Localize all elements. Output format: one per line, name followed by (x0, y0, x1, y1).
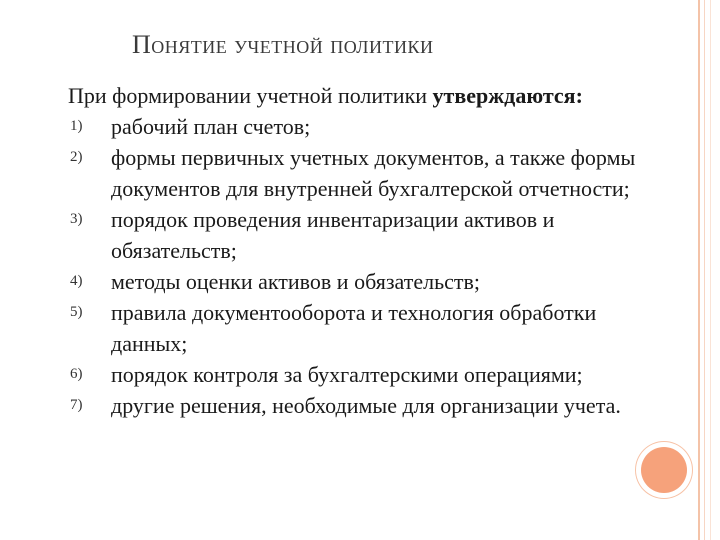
list-item-text: правила документооборота и технология обработки данных; (111, 300, 597, 356)
list-item-text: другие решения, необходимые для организации учета. (111, 393, 621, 418)
title-rest: онятие учетной политики (151, 30, 434, 59)
border-line-outer (698, 0, 700, 540)
list-item-text: порядок проведения инвентаризации активов и обязательств; (111, 207, 555, 263)
list-item-number: 1) (70, 118, 83, 134)
decorative-right-border (692, 0, 720, 540)
title-first-letter: П (132, 30, 152, 59)
list-item-text: формы первичных учетных документов, а также формы документов для внутренней бухгалтерской отчетности; (111, 145, 636, 201)
intro-bold: утверждаются: (432, 83, 583, 108)
accent-circle (641, 447, 687, 493)
list-item-text: порядок контроля за бухгалтерскими операциями; (111, 362, 583, 387)
list-item (68, 297, 658, 359)
slide-title (132, 30, 434, 60)
list-item-number: 6) (70, 366, 83, 382)
list-item (68, 359, 658, 390)
list-item-text: методы оценки активов и обязательств; (111, 269, 480, 294)
numbered-list (68, 111, 658, 421)
list-item (68, 204, 658, 266)
list-item (68, 266, 658, 297)
list-item-number: 2) (70, 149, 83, 165)
list-item (68, 390, 658, 421)
list-item-number: 7) (70, 397, 83, 413)
list-item (68, 142, 658, 204)
list-item-number: 4) (70, 273, 83, 289)
list-item (68, 111, 658, 142)
border-line-inner (704, 0, 705, 540)
intro-text: При формировании учетной политики (68, 83, 433, 108)
list-item-number: 3) (70, 211, 83, 227)
border-line-third (710, 0, 711, 540)
list-item-text: рабочий план счетов; (111, 114, 311, 139)
slide-content (68, 80, 658, 421)
intro-line (68, 80, 658, 111)
list-item-number: 5) (70, 304, 83, 320)
